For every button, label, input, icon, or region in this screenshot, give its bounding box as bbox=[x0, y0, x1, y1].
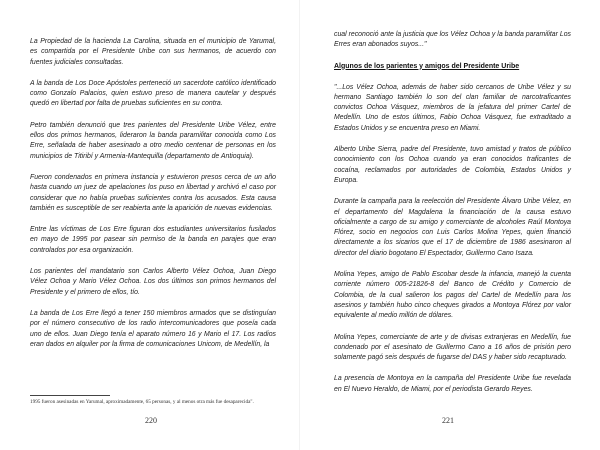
page-number-right: 221 bbox=[442, 416, 454, 425]
body-paragraph: La Propiedad de la hacienda La Carolina, situada en el municipio de Yarumal, es compartida por el Presidente Uribe con sus hermanos, de acuerdo con fuentes judiciales consultadas. bbox=[30, 38, 276, 66]
body-paragraph: Entre las víctimas de Los Erre figuran dos estudiantes universitarios fusilados en mayo de 1995 por pasear sin permiso de la banda en parajes que eran controlados por esa organización. bbox=[30, 226, 276, 254]
body-paragraph: Molina Yepes, comerciante de arte y de divisas extranjeras en Medellín, fue condenado por el asesinato de Guillermo Cano a 16 años de prisión pero solamente pagó seis después de fugarse del DAS y haber sido recapturado. bbox=[334, 333, 571, 362]
body-paragraph: La banda de Los Erre llegó a tener 150 miembros armados que se distinguían por el número consecutivo de los radio intercomunicadores que poseía cada uno de ellos. Juan Diego tenía el aparato número 16 y Mario el 17. Los radios eran dados en alquiler por la firma de comunicaciones Unicom, de Medellín, la bbox=[30, 309, 276, 348]
section-heading: Algunos de los parientes y amigos del Presidente Uribe bbox=[334, 62, 520, 70]
body-paragraph: "...Los Vélez Ochoa, además de haber sido cercanos de Uribe Vélez y su hermano Santiago también lo son del clan familiar de narcotraficantes convictos Ochoa Vásquez, miembros de la jefatura del primer Cartel de Medellín. Uno de estos últimos, Fabio Ochoa Vásquez, fue extraditado a Estados Unidos y se encuentra preso en Miami. bbox=[334, 83, 571, 132]
body-paragraph: Alberto Uribe Sierra, padre del Presidente, tuvo amistad y tratos de público conocimiento con los Ochoa cuando ya eran conocidos traficantes de cocaína, reclamados por autoridades de Colombia, Estados Unidos y Europa. bbox=[334, 146, 571, 184]
page-number-left: 220 bbox=[145, 416, 157, 425]
footnote: 1995 fueron asesinadas en Yarumal, aproximadamente, 65 personas, y al menos otra más fue desaparecida". bbox=[30, 399, 254, 405]
footnote-divider bbox=[30, 395, 110, 396]
body-paragraph: Los parientes del mandatario son Carlos Alberto Vélez Ochoa, Juan Diego Vélez Ochoa y Mario Vélez Ochoa. Los dos últimos son primos hermanos del Presidente y el primero de ellos, tío. bbox=[30, 268, 276, 296]
body-paragraph: A la banda de Los Doce Apóstoles perteneció un sacerdote católico identificado como Gonzalo Palacios, quien estuvo preso de manera cautelar y después quedó en libertad por falta de pruebas suficientes en su contra. bbox=[30, 79, 276, 108]
body-paragraph: Petro también denunció que tres parientes del Presidente Uribe Vélez, entre ellos dos primos hermanos, lideraron la banda paramilitar conocida como Los Erre, señalada de haber asesinado a otro medio centenar de personas en los municipios de Titiribí y Armenia-Mantequilla (departamento de Antioquia). bbox=[30, 121, 276, 160]
body-paragraph: Durante la campaña para la reelección del Presidente Álvaro Uribe Vélez, en el departamento del Magdalena la financiación de la causa estuvo oficialmente a cargo de su amigo y comerciante de alcoholes Raúl Montoya Flórez, socio en negocios con Luis Carlos Molina Yepes, quien financió directamente a los sicarios que el 17 de diciembre de 1986 asesinaron al director del diario bogotano El Espectador, Guillermo Cano Isaza. bbox=[334, 198, 571, 257]
body-paragraph: Fueron condenados en primera instancia y estuvieron presos cerca de un año hasta cuando un juez de apelaciones los puso en libertad y archivó el caso por considerar que no había pruebas suficientes contra los acusados. Esta causa también es susceptible de ser reabierta ante la aparición de nuevas evidencias. bbox=[30, 173, 276, 212]
body-paragraph: La presencia de Montoya en la campaña del Presidente Uribe fue revelada en El Nuevo Heraldo, de Miami, por el periodista Gerardo Reyes. bbox=[334, 375, 571, 393]
right-page bbox=[300, 0, 600, 450]
body-paragraph: cual reconoció ante la justicia que los Vélez Ochoa y la banda paramilitar Los Erres eran abonados suyos..." bbox=[334, 31, 571, 49]
body-paragraph: Molina Yepes, amigo de Pablo Escobar desde la infancia, manejó la cuenta corriente número 005-21826-8 del Banco de Crédito y Comercio de Colombia, de la cual salieron los pagos del Cartel de Medellín para los asesinos y también hubo cinco cheques girados a Montoya Flórez por valor equivalente al medio millón de dólares. bbox=[334, 271, 571, 320]
